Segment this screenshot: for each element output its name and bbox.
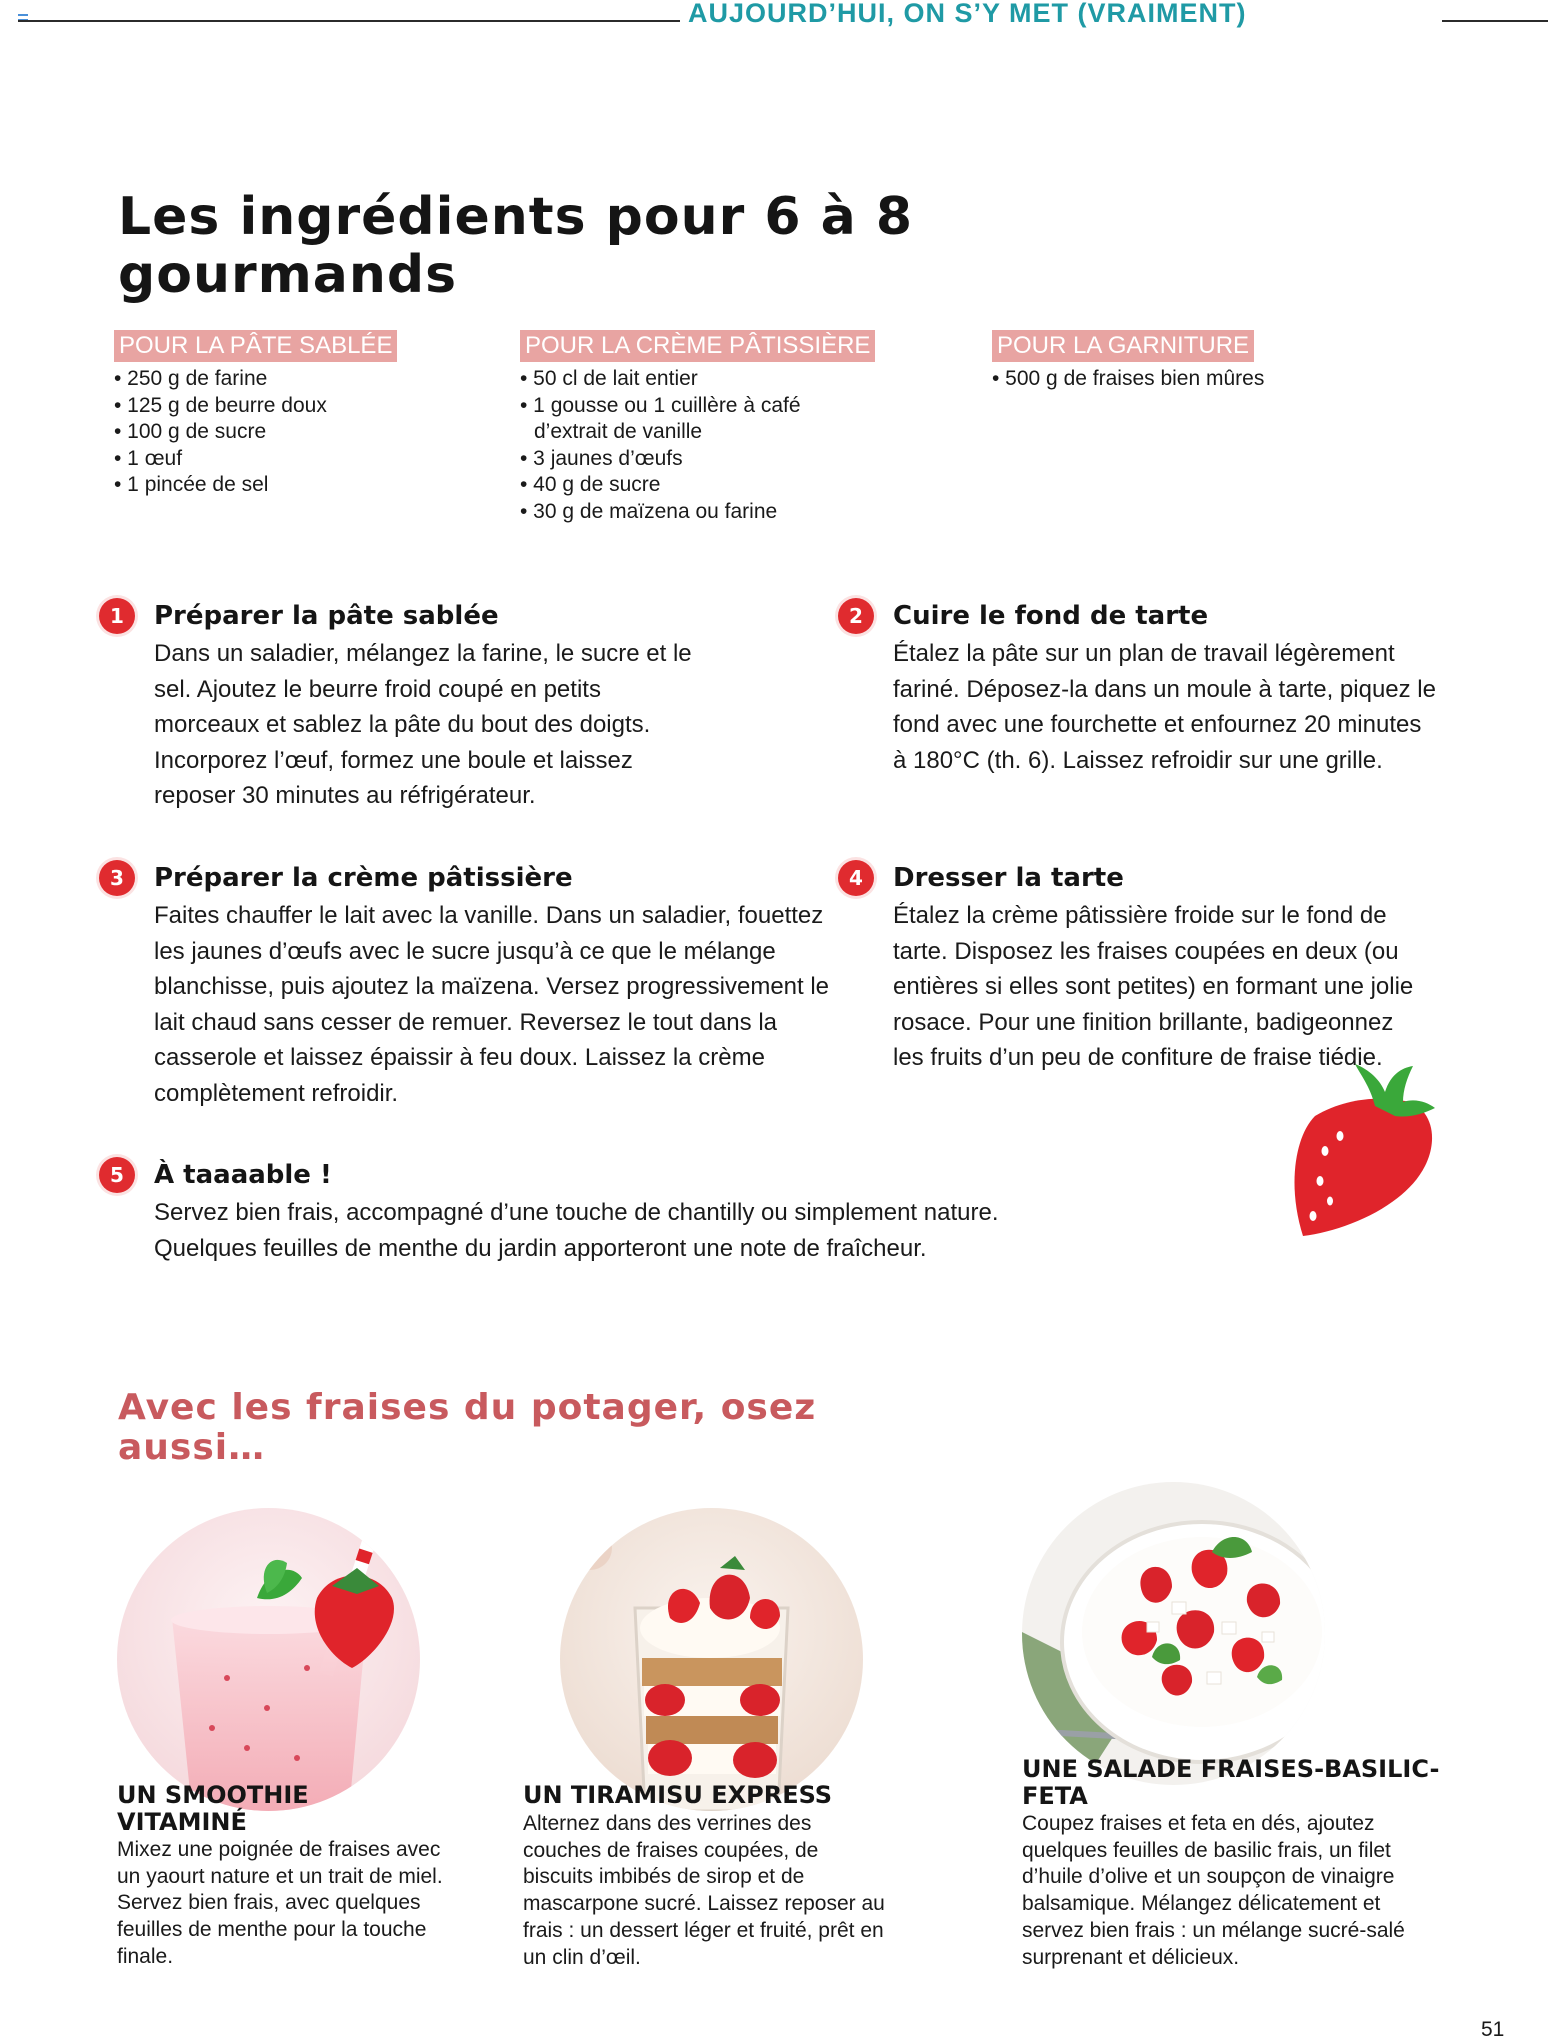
step-3 — [99, 860, 859, 1120]
smoothie-photo — [117, 1508, 420, 1811]
ingredients-heading: POUR LA CRÈME PÂTISSIÈRE — [520, 330, 875, 362]
ingredients-garniture — [992, 330, 1392, 393]
step-number-badge: 5 — [99, 1157, 135, 1193]
strawberry-icon — [1285, 1046, 1435, 1246]
ingredients-pate-sablee — [114, 330, 494, 499]
step-body: Faites chauffer le lait avec la vanille. Dans un saladier, fouettez les jaunes d’œufs avec le sucre jusqu’à ce que le mélange blanchisse, puis ajoutez la maïzena. Versez progressivement le lait chaud sans cesser de remuer. Reversez le tout dans la casserole et laissez épaissir à feu doux. Laissez la crème complètement refroidir. — [154, 902, 830, 1107]
card-title-text: UN TIRAMISU EXPRESS — [523, 1781, 833, 1809]
step-number-badge: 4 — [838, 860, 874, 896]
header-rule-right — [1442, 20, 1548, 22]
tiramisu-photo — [560, 1508, 863, 1811]
tiramisu-illustration — [560, 1508, 863, 1811]
step-body: Étalez la crème pâtissière froide sur le fond de tarte. Disposez les fraises coupées en deux (ou entières si elles sont petites) en formant une jolie rosace. Pour une finition brillante, badigeonnez les fruits d’un peu de confiture de fraise tiédie. — [893, 902, 1414, 1071]
step-5 — [99, 1157, 1099, 1267]
card-title-tiramisu — [523, 1782, 943, 1809]
step-number-badge: 1 — [99, 598, 135, 634]
card-body-smoothie: Mixez une poignée de fraises avec un yaourt nature et un trait de miel. Servez bien frais, avec quelques feuilles de menthe pour la touche finale. — [117, 1838, 443, 1968]
running-header: AUJOURD’HUI, ON S’Y MET (VRAIMENT) — [688, 0, 1247, 28]
ingredient-item: • 125 g de beurre doux — [114, 393, 327, 417]
ingredient-item: • 30 g de maïzena ou farine — [520, 499, 778, 523]
ideas-title — [118, 1388, 878, 1468]
salad-photo — [1022, 1482, 1325, 1785]
ingredients-list — [114, 366, 494, 499]
step-title: Cuire le fond de tarte — [893, 601, 1209, 631]
ingredients-heading: POUR LA GARNITURE — [992, 330, 1254, 362]
ingredients-list — [520, 366, 850, 525]
ingredients-list — [992, 366, 1392, 393]
ingredient-item: • 3 jaunes d’œufs — [520, 446, 683, 470]
step-title: Préparer la crème pâtissière — [154, 863, 573, 893]
ingredient-item: • 100 g de sucre — [114, 420, 267, 443]
ingredients-heading: POUR LA PÂTE SABLÉE — [114, 330, 397, 362]
page-title-text: Les ingrédients pour 6 à 8 gourmands — [118, 187, 914, 305]
salad-illustration — [1022, 1482, 1325, 1785]
step-body: Dans un saladier, mélangez la farine, le sucre et le sel. Ajoutez le beurre froid coupé en petits morceaux et sablez la pâte du bout des doigts. Incorporez l’œuf, formez une boule et laissez reposer 30 minutes au réfrigérateur. — [154, 640, 692, 809]
page-number: 51 — [1481, 2018, 1505, 2041]
ingredient-item: • 40 g de sucre — [520, 473, 661, 496]
page-title — [118, 188, 918, 304]
step-body: Servez bien frais, accompagné d’une touche de chantilly ou simplement nature. Quelques feuilles de menthe du jardin apporteront une note de fraîcheur. — [154, 1199, 999, 1262]
step-1 — [99, 598, 699, 818]
ingredient-item: • 1 œuf — [114, 446, 183, 470]
step-title: Préparer la pâte sablée — [154, 601, 499, 631]
header-rule-left — [18, 20, 680, 22]
card-title-text: UN SMOOTHIE VITAMINÉ — [117, 1781, 309, 1836]
ingredient-item: • 1 gousse ou 1 cuillère à café d’extrait de vanille — [520, 393, 801, 443]
card-body-salade: Coupez fraises et feta en dés, ajoutez quelques feuilles de basilic frais, un filet d’huile d’olive et un soupçon de vinaigre balsamique. Mélangez délicatement et servez bien frais : un mélange sucré-salé surprenant et délicieux. — [1022, 1812, 1405, 1969]
ingredient-item: • 1 pincée de sel — [114, 473, 269, 496]
step-number-badge: 2 — [838, 598, 874, 634]
card-title-smoothie — [117, 1782, 417, 1836]
ingredients-creme-patissiere — [520, 330, 871, 525]
card-title-salade — [1022, 1756, 1442, 1810]
smoothie-illustration — [117, 1508, 420, 1811]
ideas-title-text: Avec les fraises du potager, osez aussi… — [118, 1387, 817, 1468]
card-title-text: UNE SALADE FRAISES-BASILIC-FETA — [1022, 1755, 1440, 1810]
step-number-badge: 3 — [99, 860, 135, 896]
step-2 — [838, 598, 1438, 818]
step-title: Dresser la tarte — [893, 863, 1124, 893]
ingredient-item: • 50 cl de lait entier — [520, 367, 698, 390]
card-body-tiramisu: Alternez dans des verrines des couches de fraises coupées, de biscuits imbibés de sirop et de mascarpone sucré. Laissez reposer au frais : un dessert léger et fruité, prêt en un clin d’œil. — [523, 1812, 885, 1969]
ingredient-item: • 250 g de farine — [114, 367, 268, 390]
ingredient-item: • 500 g de fraises bien mûres — [992, 367, 1265, 390]
step-body: Étalez la pâte sur un plan de travail légèrement fariné. Déposez-la dans un moule à tarte, piquez le fond avec une fourchette et enfournez 20 minutes à 180°C (th. 6). Laissez refroidir sur une grille. — [893, 640, 1436, 774]
step-title: À taaaable ! — [154, 1160, 332, 1190]
